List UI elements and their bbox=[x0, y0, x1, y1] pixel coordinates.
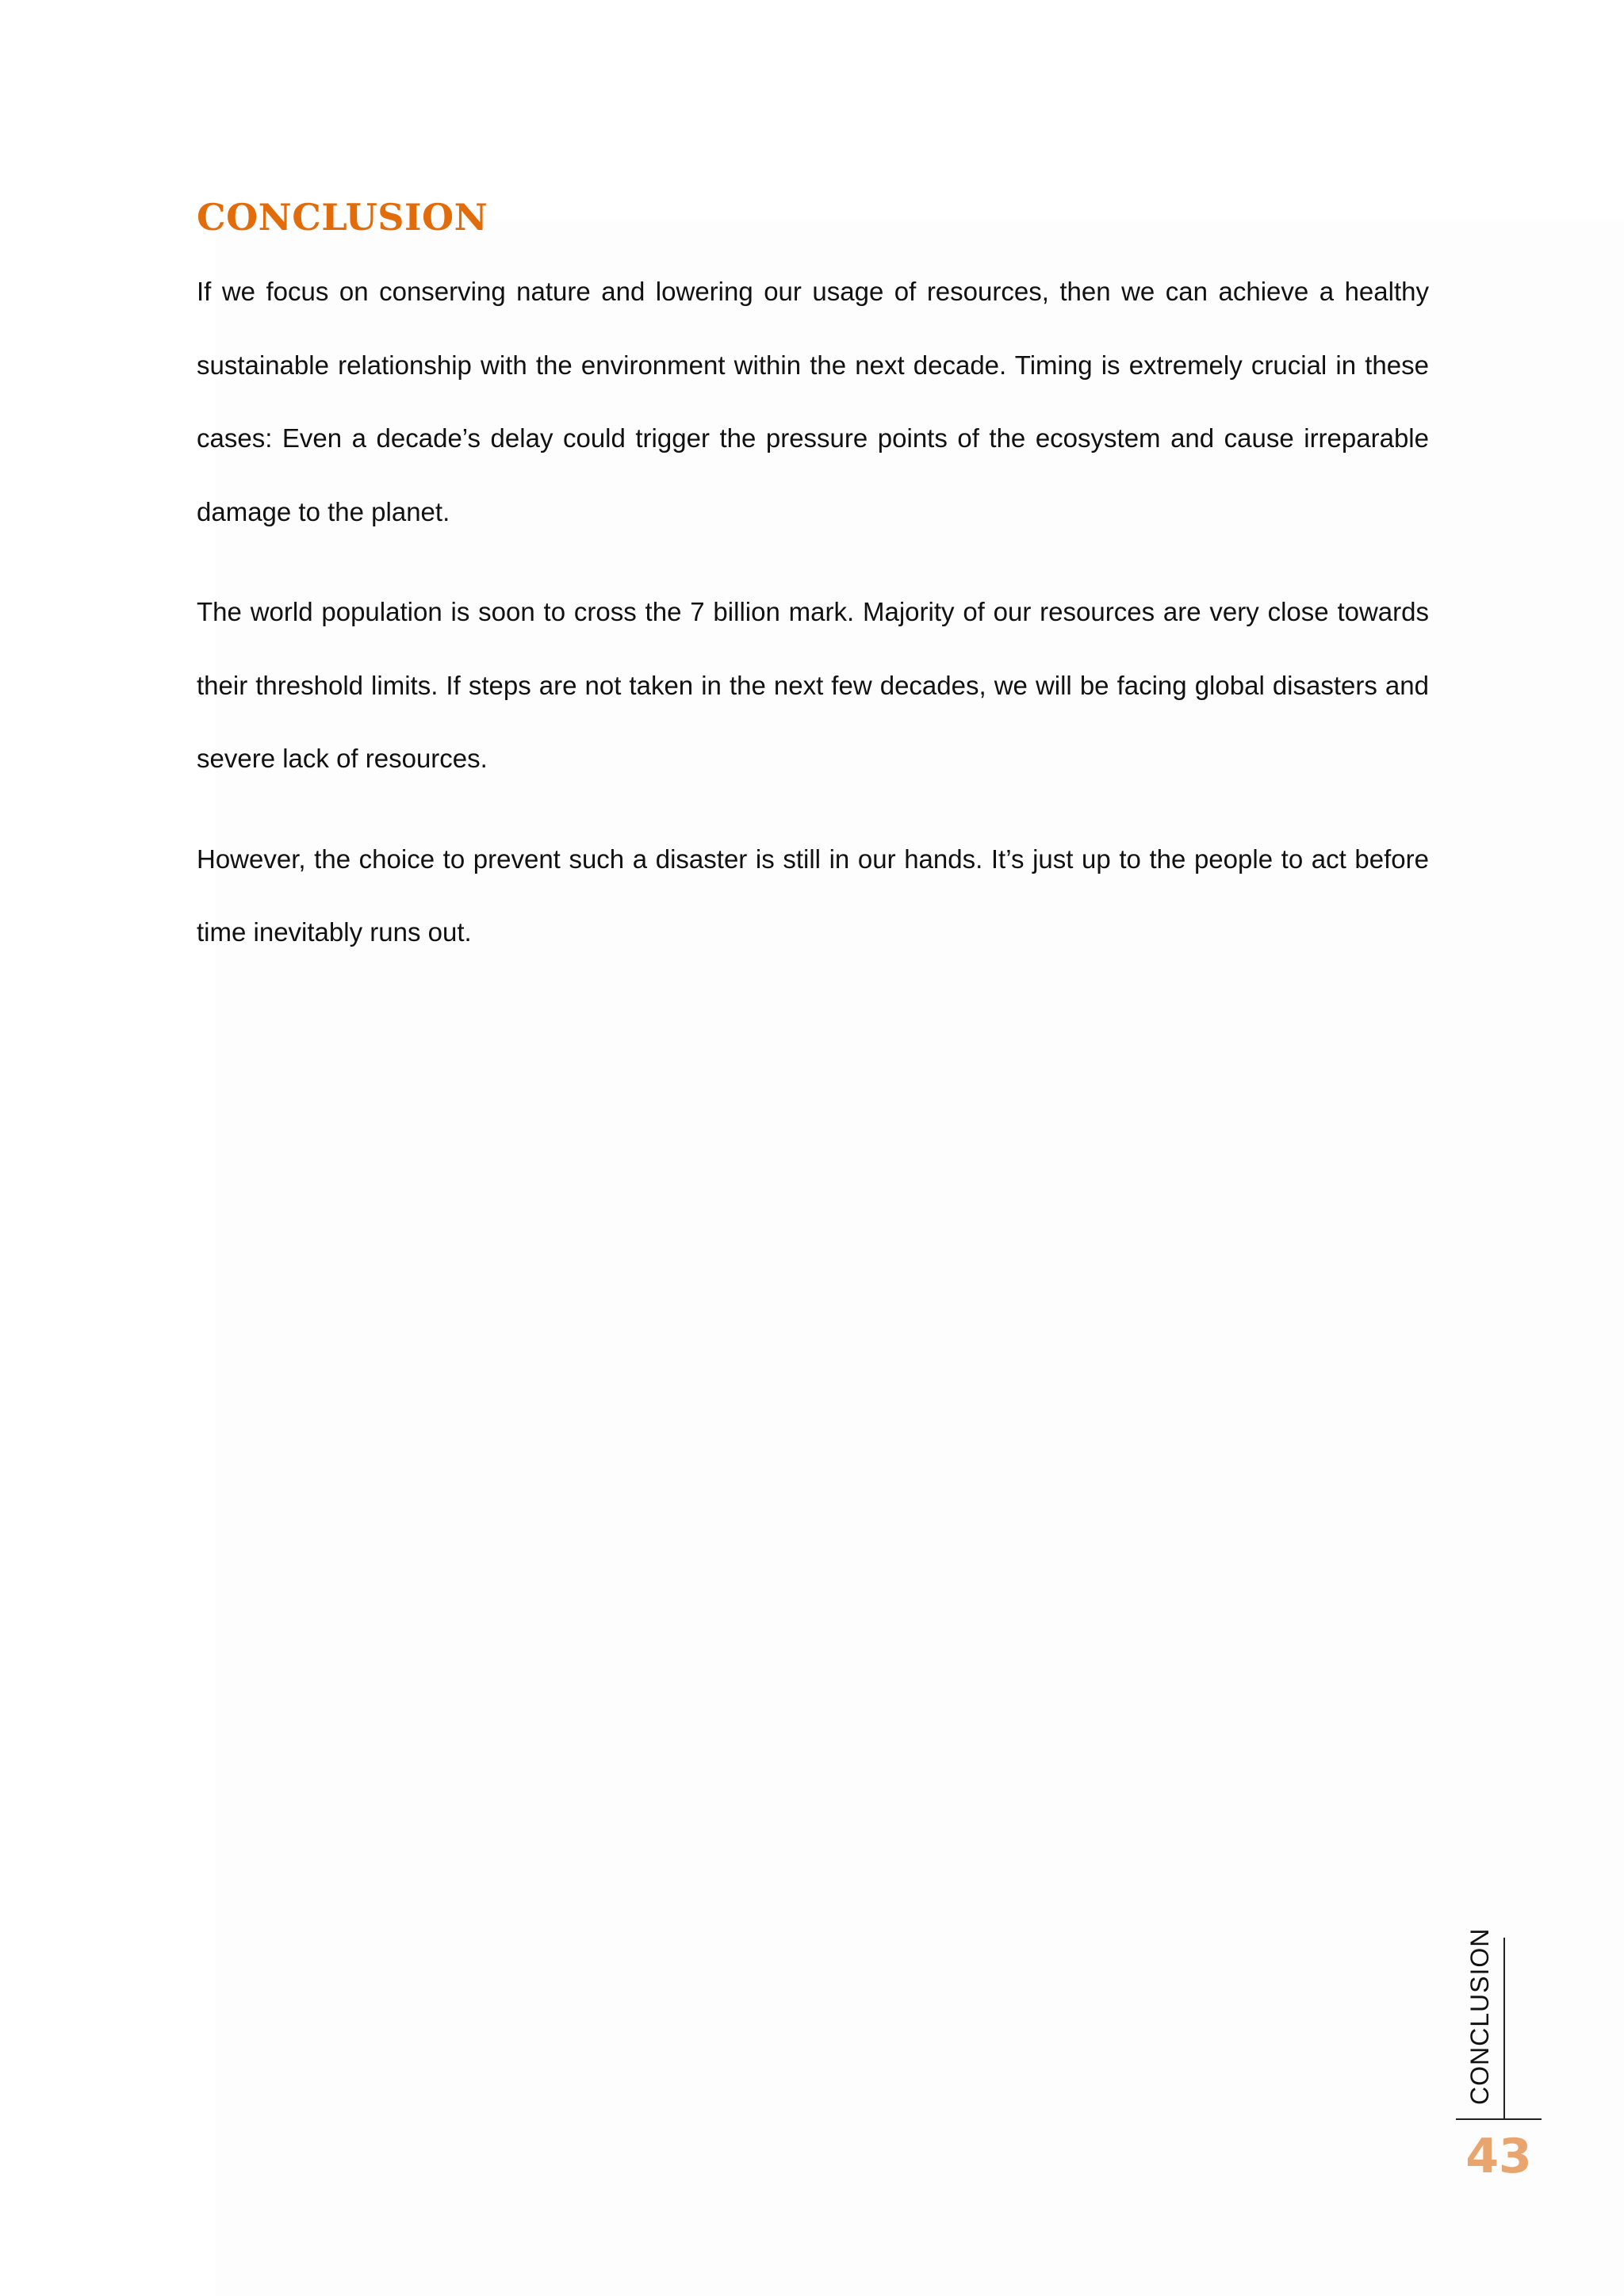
paragraph-3: However, the choice to prevent such a disaster is still in our hands. It’s just up to the people to act before time inevitably runs out. bbox=[197, 844, 1429, 947]
page-number: 43 bbox=[1465, 2129, 1532, 2184]
section-heading: CONCLUSION bbox=[197, 196, 488, 239]
side-section-label: CONCLUSION bbox=[1465, 1927, 1494, 2105]
paragraph-1: If we focus on conserving nature and lowering our usage of resources, then we can achieve a healthy sustainable relationship with the environment within the next decade. Timing is extremely crucial in these cases: Even a decade’s delay could trigger the pressure points of the ecosystem and cause irreparable damage to the planet. bbox=[197, 277, 1429, 526]
side-vertical-rule bbox=[1503, 1938, 1505, 2120]
side-horizontal-rule bbox=[1456, 2118, 1542, 2120]
paragraph-2: The world population is soon to cross the 7 billion mark. Majority of our resources are very close towards their threshold limits. If steps are not taken in the next few decades, we will be facing global disasters and severe lack of resources. bbox=[197, 597, 1429, 773]
main-content bbox=[197, 190, 1429, 970]
